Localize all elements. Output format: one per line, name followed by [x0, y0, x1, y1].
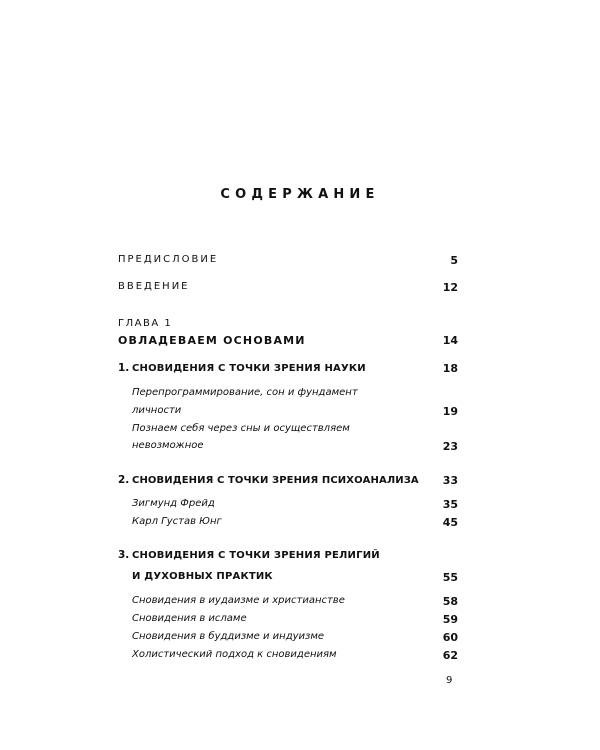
toc-entry-page: 23 [442, 440, 458, 453]
toc-subentry[interactable] [118, 387, 458, 405]
toc-entry-page: 5 [450, 254, 458, 267]
section-title: СНОВИДЕНИЯ С ТОЧКИ ЗРЕНИЯ РЕЛИГИЙ [132, 550, 380, 561]
subentry-line: личности [132, 405, 182, 416]
toc-entry-introduction[interactable] [118, 281, 458, 299]
toc-entry-section-2[interactable] [118, 474, 458, 492]
toc-subentry[interactable] [118, 440, 458, 458]
toc-entry-page: 33 [442, 474, 458, 487]
toc-title: СОДЕРЖАНИЕ [220, 187, 380, 202]
toc-subentry[interactable] [118, 516, 458, 534]
toc-entry-page: 58 [442, 595, 458, 608]
toc-entry-page: 60 [442, 631, 458, 644]
toc-entry-page: 35 [442, 498, 458, 511]
chapter-title: ОВЛАДЕВАЕМ ОСНОВАМИ [118, 334, 306, 347]
section-number: 1. [118, 362, 130, 374]
section-title: СНОВИДЕНИЯ С ТОЧКИ ЗРЕНИЯ НАУКИ [132, 363, 366, 374]
toc-entry-page: 45 [442, 516, 458, 529]
subentry-line: Сновидения в исламе [132, 613, 247, 624]
subentry-line: Карл Густав Юнг [132, 516, 222, 527]
toc-subentry[interactable] [118, 631, 458, 649]
toc-subentry[interactable] [118, 498, 458, 516]
toc-entry-page: 55 [442, 571, 458, 584]
page-number: 9 [446, 675, 453, 686]
toc-subentry[interactable] [118, 613, 458, 631]
subentry-line: Перепрограммирование, сон и фундамент [132, 387, 358, 398]
subentry-line: Познаем себя через сны и осуществляем [132, 423, 350, 434]
toc-entry-label: ВВЕДЕНИЕ [118, 281, 190, 292]
subentry-line: Холистический подход к сновидениям [132, 649, 337, 660]
toc-entry-page: 18 [442, 362, 458, 375]
section-number: 2. [118, 474, 130, 486]
toc-entry-label: ПРЕДИСЛОВИЕ [118, 254, 219, 265]
subentry-line: Зигмунд Фрейд [132, 498, 215, 509]
section-title-cont: И ДУХОВНЫХ ПРАКТИК [132, 571, 273, 582]
toc-subentry[interactable] [118, 649, 458, 667]
toc-entry-section-3[interactable] [118, 549, 458, 567]
section-number: 3. [118, 549, 130, 561]
subentry-line: Сновидения в буддизме и индуизме [132, 631, 325, 642]
toc-subentry[interactable] [118, 405, 458, 423]
toc-subentry[interactable] [118, 595, 458, 613]
toc-entry-page: 14 [442, 334, 458, 347]
toc-entry-page: 59 [442, 613, 458, 626]
toc-entry-page: 19 [442, 405, 458, 418]
toc-subentry[interactable] [118, 423, 458, 441]
subentry-line: Сновидения в иудаизме и христианстве [132, 595, 345, 606]
toc-entry-preface[interactable] [118, 254, 458, 272]
toc-entry-chapter-1[interactable] [118, 334, 458, 352]
toc-entry-page: 12 [442, 281, 458, 294]
toc-entry-section-1[interactable] [118, 362, 458, 380]
subentry-line: невозможное [132, 440, 204, 451]
toc-entry-section-3-cont[interactable] [118, 571, 458, 589]
chapter-label: ГЛАВА 1 [118, 318, 173, 329]
toc-entry-page: 62 [442, 649, 458, 662]
section-title: СНОВИДЕНИЯ С ТОЧКИ ЗРЕНИЯ ПСИХОАНАЛИЗА [132, 475, 419, 486]
